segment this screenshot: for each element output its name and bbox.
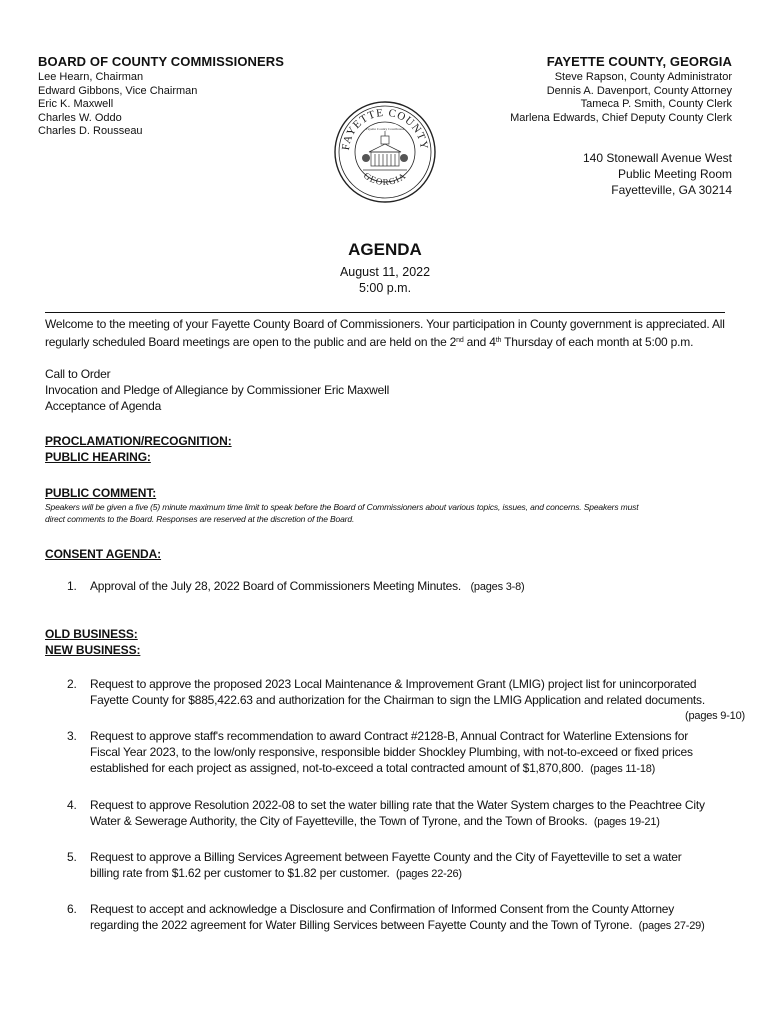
section-heading: PROCLAMATION/RECOGNITION: [45, 434, 232, 448]
seal-small-text: Fayette County Courthouse [365, 127, 405, 131]
agenda-item: 2. Request to approve the proposed 2023 Local Maintenance & Improvement Grant (LMIG) project list for unincorporated Fayette County for $885,422.63 and authorization for the Chairman to sign the LMIG Application and related documents. (pages 9-10) [67, 677, 745, 722]
page-ref: (pages 22-26) [395, 868, 462, 880]
public-comment-note: Speakers will be given a five (5) minute maximum time limit to speak before the Board of Commissioners about various topics, issues, and concerns. Speakers must [45, 502, 639, 512]
county-title: FAYETTE COUNTY, GEORGIA [546, 54, 732, 69]
page-ref: (pages 11-18) [590, 763, 656, 775]
address-line: Public Meeting Room [617, 167, 732, 181]
section-heading: OLD BUSINESS: [45, 627, 138, 641]
page-ref: (pages 19-21) [593, 816, 660, 828]
agenda-item: 6. Request to accept and acknowledge a Disclosure and Confirmation of Informed Consent from the County Attorney regarding the 2022 agreement for Water Billing Services between Fayette County and the Town of Tyrone. (pages 27-29) [67, 902, 705, 932]
section-heading: NEW BUSINESS: [45, 643, 141, 657]
seal-top-text: FAYETTE COUNTY [339, 106, 431, 151]
page-ref: (pages 9-10) [685, 710, 745, 722]
section-heading: PUBLIC HEARING: [45, 450, 151, 464]
meeting-address [583, 150, 732, 198]
agenda-item: 4. Request to approve Resolution 2022-08 to set the water billing rate that the Water System charges to the Peachtree City Water & Sewerage Authority, the City of Fayetteville, the Town of Tyrone, and the Town of Brooks. (pages 19-21) [67, 798, 705, 828]
welcome-line: Welcome to the meeting of your Fayette County Board of Commissioners. Your participation in County government is appreciated. All [45, 317, 725, 331]
proclamation-section [45, 433, 232, 465]
svg-text:GEORGIA [362, 170, 408, 187]
board-title: BOARD OF COUNTY COMMISSIONERS [38, 54, 285, 69]
consent-heading: CONSENT AGENDA: [45, 547, 162, 561]
county-staff: Steve Rapson, County Administrator [554, 71, 732, 83]
page-ref: (pages 27-29) [638, 920, 705, 932]
agenda-heading [0, 240, 770, 296]
agenda-date: August 11, 2022 [339, 265, 431, 279]
agenda-item: 1. Approval of the July 28, 2022 Board of Commissioners Meeting Minutes. (pages 3-8) [67, 579, 525, 593]
board-member: Eric K. Maxwell [38, 98, 114, 110]
county-staff: Marlena Edwards, Chief Deputy County Clerk [510, 111, 732, 124]
welcome-text [45, 316, 745, 350]
section-heading: PUBLIC COMMENT: [45, 486, 157, 500]
board-member: Lee Hearn, Chairman [38, 71, 144, 83]
courthouse-icon [363, 131, 407, 170]
public-comment-section [45, 485, 745, 525]
county-staff: Tameca P. Smith, County Clerk [580, 98, 732, 110]
board-block [38, 54, 284, 139]
public-comment-note: direct comments to the Board. Responses are reserved at the discretion of the Board. [45, 514, 355, 524]
opening-item: Call to Order [45, 367, 111, 381]
county-block [510, 54, 732, 125]
address-line: 140 Stonewall Avenue West [583, 151, 732, 165]
board-member: Charles D. Rousseau [38, 125, 143, 137]
county-staff: Dennis A. Davenport, County Attorney [546, 84, 732, 97]
seal-bottom-text: GEORGIA [361, 170, 409, 188]
agenda-item: 5. Request to approve a Billing Services Agreement between Fayette County and the City of Fayetteville to set a water billing rate from $1.62 per customer to $1.82 per customer. (pages 22-26) [67, 850, 682, 880]
agenda-title: AGENDA [348, 240, 422, 259]
agenda-time: 5:00 p.m. [358, 281, 412, 295]
divider [45, 312, 725, 313]
page-ref: (pages 3-8) [470, 581, 525, 593]
county-seal [333, 100, 437, 204]
opening-item: Acceptance of Agenda [45, 399, 162, 413]
board-member: Charles W. Oddo [38, 111, 122, 124]
welcome-line: regularly scheduled Board meetings are open to the public and are held on the 2nd and 4th Thursday of each month at 5:00 p.m. [45, 335, 694, 349]
agenda-item: 3. Request to approve staff's recommendation to award Contract #2128-B, Annual Contract for Waterline Extensions for Fiscal Year 2023, to the low/only responsive, responsible bidder Shockley Plumbing, with not-to-exceed or fixed prices established for each project as assigned, not-to-exceed a total contracted amount of $1,870,800. (pages 11-18) [67, 729, 693, 775]
opening-items [45, 366, 389, 414]
address-line: Fayetteville, GA 30214 [611, 183, 732, 197]
business-section [45, 626, 140, 658]
opening-item: Invocation and Pledge of Allegiance by Commissioner Eric Maxwell [45, 383, 390, 397]
board-member: Edward Gibbons, Vice Chairman [38, 84, 198, 97]
